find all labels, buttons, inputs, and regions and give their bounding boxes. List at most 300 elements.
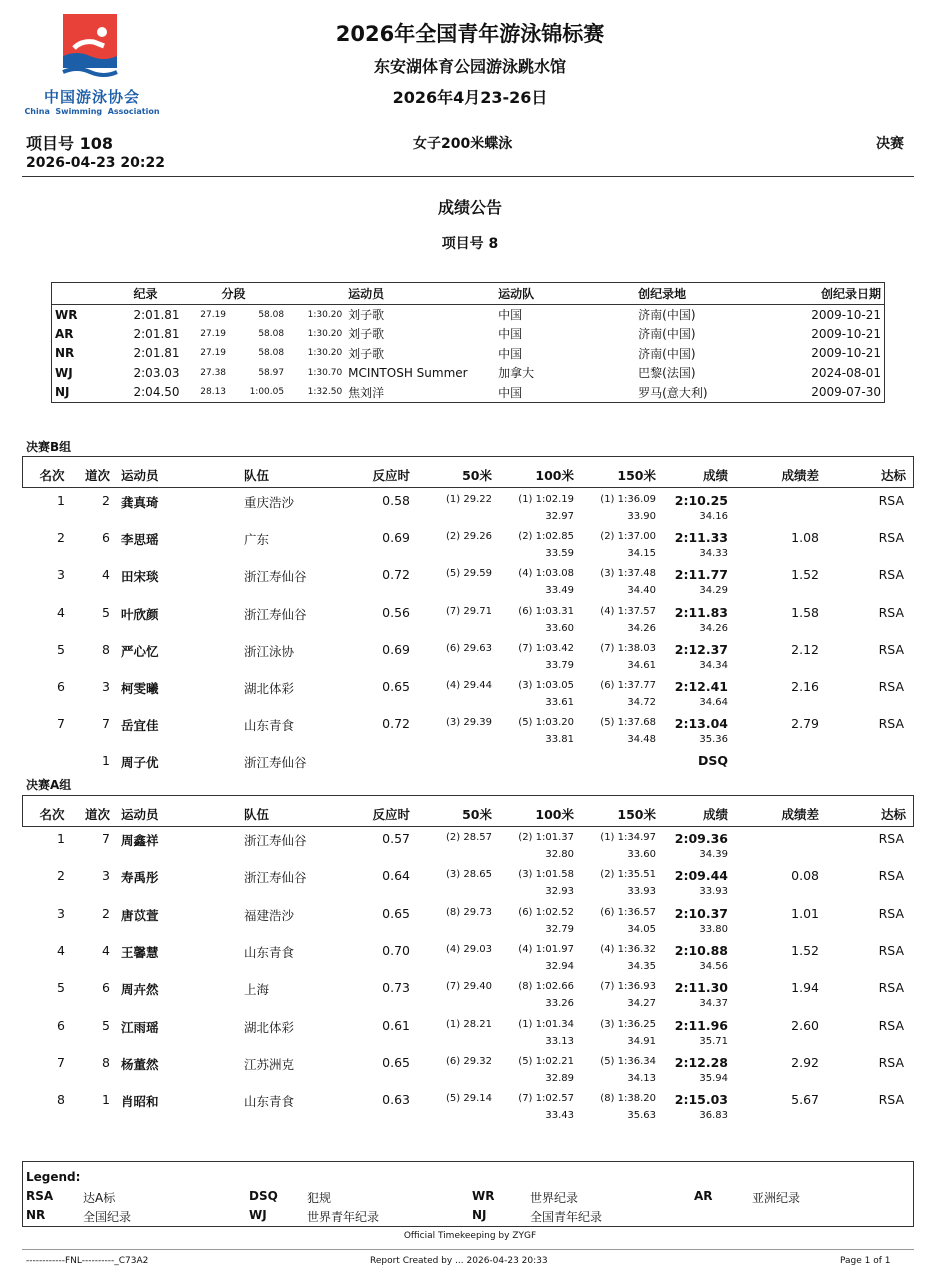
record-code: NR <box>55 346 75 361</box>
cell-s100b: 33.26 <box>545 998 574 1010</box>
cell-s150: (2) 1:37.00 <box>600 531 656 543</box>
cell-s100b: 33.60 <box>545 622 574 634</box>
cell-last: 33.93 <box>699 886 728 898</box>
footer-divider <box>22 1249 914 1250</box>
cell-s100b: 32.94 <box>545 960 574 972</box>
record-date: 2009-10-21 <box>811 307 881 322</box>
record-s2: 58.08 <box>258 348 285 359</box>
cell-rt: 0.56 <box>382 604 410 620</box>
rec-h-athlete: 运动员 <box>345 283 495 305</box>
cell-diff: 1.08 <box>791 530 819 546</box>
cell-s100b: 33.61 <box>545 697 574 708</box>
cell-diff: 2.60 <box>791 1017 819 1033</box>
cell-rank: 7 <box>57 716 65 732</box>
record-place: 罗马(意大利) <box>638 385 708 400</box>
cell-s150: (3) 1:36.25 <box>600 1018 656 1030</box>
cell-s100b: 33.81 <box>545 734 574 746</box>
cell-rank: 3 <box>57 905 65 921</box>
cell-s100: (5) 1:03.20 <box>518 717 574 729</box>
col-header: 运动员 <box>121 807 159 822</box>
cell-name: 杨董然 <box>121 1056 159 1072</box>
group-b-label: 决赛B组 <box>26 440 72 454</box>
cell-rank: 5 <box>57 980 65 996</box>
cell-rt: 0.64 <box>382 868 410 884</box>
cell-s100b: 32.89 <box>545 1072 574 1084</box>
record-athlete: MCINTOSH Summer <box>348 365 468 380</box>
cell-time: 2:09.44 <box>674 868 728 884</box>
cell-diff: 2.92 <box>791 1054 819 1070</box>
cell-s50: (3) 29.39 <box>446 717 492 729</box>
record-place: 济南(中国) <box>638 346 696 361</box>
cell-rt: 0.65 <box>382 905 410 921</box>
cell-name: 李思瑶 <box>121 532 159 548</box>
cell-diff: 1.01 <box>791 905 819 921</box>
cell-rank: 8 <box>57 1092 65 1108</box>
record-s1: 27.38 <box>200 367 227 378</box>
cell-team: 浙江寿仙谷 <box>244 755 307 771</box>
cell-team: 浙江寿仙谷 <box>244 833 307 848</box>
cell-s100: (4) 1:01.97 <box>518 943 574 955</box>
notice-event: 项目号 8 <box>441 236 499 252</box>
notice-title: 成绩公告 <box>437 198 502 217</box>
cell-rank: 7 <box>57 1054 65 1070</box>
cell-name: 唐苡萱 <box>121 907 159 923</box>
record-team: 中国 <box>498 385 523 400</box>
cell-s150b: 33.93 <box>627 886 656 898</box>
cell-lane: 4 <box>102 942 110 958</box>
cell-last: 35.36 <box>699 734 728 746</box>
cell-lane: 6 <box>102 980 110 996</box>
cell-rank: 4 <box>57 942 65 958</box>
rec-h-team: 运动队 <box>495 283 635 305</box>
col-header: 成绩差 <box>781 468 819 483</box>
col-header: 150米 <box>617 807 656 822</box>
col-header: 达标 <box>880 807 906 822</box>
cell-rank: 4 <box>57 604 65 620</box>
cell-name: 王馨慧 <box>121 944 159 960</box>
cell-s100b: 33.13 <box>545 1035 574 1047</box>
legend-desc-ar: 亚洲纪录 <box>752 1191 801 1205</box>
record-place: 巴黎(法国) <box>638 366 696 381</box>
cell-lane: 8 <box>102 641 110 657</box>
cell-name: 周卉然 <box>121 982 159 998</box>
cell-s150b: 34.26 <box>627 622 656 634</box>
record-code: AR <box>55 326 74 341</box>
cell-diff: 2.12 <box>791 641 819 657</box>
record-time: 2:03.03 <box>133 365 180 380</box>
col-header: 道次 <box>84 468 110 483</box>
dates: 2026年4月23-26日 <box>392 88 548 107</box>
cell-rt: 0.73 <box>382 980 410 996</box>
cell-s150b: 34.13 <box>627 1072 656 1084</box>
cell-rt: 0.58 <box>382 493 410 508</box>
cell-time: 2:11.30 <box>674 980 728 996</box>
cell-s150: (8) 1:38.20 <box>600 1093 656 1105</box>
cell-s100b: 33.49 <box>545 585 574 597</box>
record-date: 2009-10-21 <box>811 346 881 361</box>
cell-team: 浙江寿仙谷 <box>244 870 307 886</box>
cell-name: 龚真琦 <box>121 495 159 510</box>
legend-desc-nr: 全国纪录 <box>83 1210 132 1224</box>
cell-rank: 3 <box>57 567 65 583</box>
cell-name: 柯雯曦 <box>121 681 159 696</box>
cell-lane: 6 <box>102 530 110 546</box>
cell-s50: (2) 29.26 <box>446 531 492 543</box>
footer-code: ------------FNL----------_C73A2 <box>26 1256 149 1266</box>
legend-code-rsa: RSA <box>26 1189 54 1203</box>
cell-last: 34.29 <box>699 585 728 597</box>
cell-team: 湖北体彩 <box>244 1019 295 1035</box>
cell-diff: 2.79 <box>791 716 819 732</box>
event-number: 项目号 108 <box>26 134 113 153</box>
record-athlete: 刘子歌 <box>348 327 385 342</box>
cell-name: 叶欣颜 <box>121 606 159 622</box>
group-a-label: 决赛A组 <box>26 778 72 792</box>
cell-team: 山东青食 <box>244 1094 295 1110</box>
cell-team: 福建浩沙 <box>244 907 295 923</box>
cell-last: 35.94 <box>699 1072 728 1084</box>
event-name: 女子200米蝶泳 <box>413 136 513 152</box>
cell-lane: 7 <box>102 716 110 732</box>
record-s2: 58.08 <box>258 328 285 339</box>
cell-team: 湖北体彩 <box>244 681 295 696</box>
cell-time: 2:11.33 <box>674 530 728 546</box>
cell-s100b: 32.93 <box>545 886 574 898</box>
legend-desc-wr: 世界纪录 <box>530 1191 579 1205</box>
cell-time: 2:10.88 <box>674 942 728 958</box>
record-athlete: 刘子歌 <box>348 308 385 322</box>
record-team: 加拿大 <box>498 366 535 381</box>
col-header: 队伍 <box>244 468 270 483</box>
record-s2: 58.08 <box>258 309 285 320</box>
cell-last: 36.83 <box>699 1110 728 1122</box>
cell-s50: (3) 28.65 <box>446 869 492 881</box>
cell-s100b: 32.80 <box>545 849 574 860</box>
cell-time: 2:13.04 <box>674 716 728 732</box>
cell-s150b: 33.90 <box>627 511 656 522</box>
cell-s50: (4) 29.03 <box>446 943 492 955</box>
cell-s150: (5) 1:36.34 <box>600 1055 656 1067</box>
col-header: 成绩差 <box>781 807 819 822</box>
col-header: 运动员 <box>121 468 159 483</box>
cell-q: RSA <box>878 567 904 583</box>
cell-team: 上海 <box>244 982 270 998</box>
cell-s150b: 34.72 <box>627 697 656 708</box>
cell-rt: 0.72 <box>382 567 410 583</box>
record-date: 2009-07-30 <box>811 385 881 399</box>
cell-s100: (1) 1:02.19 <box>518 494 574 505</box>
record-row <box>52 305 885 325</box>
col-header: 100米 <box>535 468 574 483</box>
cell-last: 34.34 <box>699 659 728 671</box>
rec-h-place: 创纪录地 <box>635 283 775 305</box>
cell-s150: (1) 1:36.09 <box>600 494 656 505</box>
legend-desc-nj: 全国青年纪录 <box>530 1210 603 1224</box>
cell-s100b: 33.79 <box>545 659 574 671</box>
cell-rt: 0.69 <box>382 530 410 546</box>
cell-s100b: 32.97 <box>545 511 574 522</box>
cell-team: 浙江寿仙谷 <box>244 606 307 622</box>
cell-time: DSQ <box>697 753 728 769</box>
cell-s100: (2) 1:02.85 <box>518 531 574 543</box>
cell-s50: (6) 29.63 <box>446 642 492 654</box>
cell-time: 2:11.96 <box>674 1017 728 1033</box>
cell-name: 周鑫祥 <box>121 833 159 848</box>
cell-s50: (5) 29.59 <box>446 568 492 580</box>
cell-s150: (5) 1:37.68 <box>600 717 656 729</box>
cell-s150b: 34.40 <box>627 585 656 597</box>
cell-diff: 0.08 <box>791 868 819 884</box>
col-header: 成绩 <box>702 468 728 483</box>
record-date: 2009-10-21 <box>811 326 881 341</box>
legend-code-wj: WJ <box>249 1208 267 1222</box>
rec-h-splits: 分段 <box>184 283 346 305</box>
rec-h-date: 创纪录日期 <box>775 283 884 305</box>
record-row <box>52 344 885 364</box>
record-s3: 1:30.20 <box>307 309 343 320</box>
cell-rank: 2 <box>57 868 65 884</box>
record-s3: 1:30.20 <box>307 328 343 339</box>
record-row <box>52 383 885 403</box>
cell-s150: (2) 1:35.51 <box>600 869 656 881</box>
cell-rt: 0.61 <box>382 1017 410 1033</box>
legend-desc-rsa: 达A标 <box>83 1191 116 1205</box>
cell-time: 2:12.41 <box>674 679 728 694</box>
cell-diff: 1.52 <box>791 567 819 583</box>
record-s1: 27.19 <box>200 348 227 359</box>
record-code: NJ <box>55 385 70 399</box>
record-code: WJ <box>55 365 73 380</box>
footer-page: Page 1 of 1 <box>840 1256 891 1266</box>
cell-s50: (1) 29.22 <box>446 494 492 505</box>
cell-last: 34.64 <box>699 697 728 708</box>
cell-s50: (8) 29.73 <box>446 906 492 918</box>
cell-s100: (3) 1:03.05 <box>518 680 574 691</box>
cell-q: RSA <box>878 641 904 657</box>
record-code: WR <box>55 307 78 322</box>
col-header: 成绩 <box>702 807 728 822</box>
cell-s100: (2) 1:01.37 <box>518 832 574 843</box>
record-s3: 1:32.50 <box>307 387 343 397</box>
legend-box <box>22 1161 914 1227</box>
cell-lane: 5 <box>102 604 110 620</box>
cell-s150b: 34.27 <box>627 998 656 1010</box>
cell-s50: (2) 28.57 <box>446 832 492 843</box>
cell-rank: 1 <box>57 493 65 508</box>
cell-last: 34.16 <box>699 511 728 522</box>
record-team: 中国 <box>498 327 523 342</box>
record-time: 2:04.50 <box>133 385 180 399</box>
cell-name: 田宋琰 <box>121 569 159 585</box>
cell-q: RSA <box>878 1054 904 1070</box>
cell-team: 江苏洲克 <box>244 1056 295 1072</box>
cell-team: 重庆浩沙 <box>244 495 295 510</box>
record-date: 2024-08-01 <box>811 365 881 380</box>
cell-diff: 1.94 <box>791 980 819 996</box>
cell-s150: (1) 1:34.97 <box>600 832 656 843</box>
col-header: 道次 <box>84 807 110 822</box>
cell-s50: (7) 29.71 <box>446 605 492 617</box>
cell-time: 2:12.37 <box>674 641 728 657</box>
cell-lane: 1 <box>102 1092 110 1108</box>
col-header: 50米 <box>462 807 492 822</box>
cell-s150b: 33.60 <box>627 849 656 860</box>
round: 决赛 <box>876 136 904 152</box>
col-header: 达标 <box>880 468 906 483</box>
cell-lane: 7 <box>102 831 110 846</box>
cell-s150: (6) 1:36.57 <box>600 906 656 918</box>
cell-q: RSA <box>878 980 904 996</box>
footer-report: Report Created by ... 2026-04-23 20:33 <box>370 1256 548 1266</box>
col-header: 名次 <box>39 468 65 483</box>
record-s2: 58.97 <box>258 367 285 378</box>
col-header: 队伍 <box>244 807 270 822</box>
record-place: 济南(中国) <box>638 327 696 342</box>
record-time: 2:01.81 <box>133 307 180 322</box>
col-header: 反应时 <box>372 807 410 822</box>
cell-q: RSA <box>878 716 904 732</box>
cell-name: 寿禹彤 <box>121 870 159 886</box>
cell-name: 严心忆 <box>121 643 159 659</box>
cell-diff: 2.16 <box>791 679 819 694</box>
cell-s150b: 34.05 <box>627 923 656 935</box>
legend-code-wr: WR <box>472 1189 495 1203</box>
record-s1: 28.13 <box>200 387 227 397</box>
cell-s150: (4) 1:37.57 <box>600 605 656 617</box>
logo-en: China Swimming Association <box>24 107 160 116</box>
cell-s150b: 34.91 <box>627 1035 656 1047</box>
col-header: 100米 <box>535 807 574 822</box>
cell-time: 2:11.83 <box>674 604 728 620</box>
cell-time: 2:11.77 <box>674 567 728 583</box>
cell-rt: 0.65 <box>382 679 410 694</box>
col-header: 反应时 <box>372 468 410 483</box>
cell-name: 岳宜佳 <box>121 718 159 734</box>
cell-lane: 1 <box>102 753 110 769</box>
cell-time: 2:10.37 <box>674 905 728 921</box>
cell-s100: (5) 1:02.21 <box>518 1055 574 1067</box>
cell-s100: (3) 1:01.58 <box>518 869 574 881</box>
logo-cn: 中国游泳协会 <box>43 88 140 106</box>
cell-last: 34.37 <box>699 998 728 1010</box>
cell-rt: 0.65 <box>382 1054 410 1070</box>
cell-last: 34.39 <box>699 849 728 860</box>
cell-q: RSA <box>878 1017 904 1033</box>
cell-s100: (8) 1:02.66 <box>518 981 574 993</box>
cell-s150b: 34.35 <box>627 960 656 972</box>
cell-q: RSA <box>878 942 904 958</box>
legend-desc-dsq: 犯规 <box>307 1191 332 1205</box>
cell-diff: 1.52 <box>791 942 819 958</box>
cell-lane: 4 <box>102 567 110 583</box>
cell-s150b: 34.48 <box>627 734 656 746</box>
cell-lane: 2 <box>102 905 110 921</box>
cell-q: RSA <box>878 493 904 508</box>
cell-q: RSA <box>878 868 904 884</box>
cell-rt: 0.69 <box>382 641 410 657</box>
record-s2: 1:00.05 <box>249 387 285 397</box>
cell-s50: (7) 29.40 <box>446 981 492 993</box>
cell-q: RSA <box>878 679 904 694</box>
cell-s50: (6) 29.32 <box>446 1055 492 1067</box>
legend-code-ar: AR <box>694 1189 713 1203</box>
cell-name: 周子优 <box>121 755 159 771</box>
cell-s150b: 34.61 <box>627 659 656 671</box>
legend-code-dsq: DSQ <box>249 1189 278 1203</box>
cell-time: 2:10.25 <box>674 493 728 508</box>
cell-team: 浙江寿仙谷 <box>244 569 307 585</box>
cell-s100: (7) 1:03.42 <box>518 642 574 654</box>
cell-diff: 5.67 <box>791 1092 819 1108</box>
competition-title: 2026年全国青年游泳锦标赛 <box>335 22 605 46</box>
cell-q: RSA <box>878 1092 904 1108</box>
cell-team: 广东 <box>244 532 270 548</box>
legend-title: Legend: <box>26 1170 81 1184</box>
cell-q: RSA <box>878 831 904 846</box>
cell-name: 江雨瑶 <box>121 1019 159 1035</box>
cell-time: 2:15.03 <box>674 1092 728 1108</box>
records-header <box>52 283 885 305</box>
cell-rt: 0.72 <box>382 716 410 732</box>
cell-last: 34.33 <box>699 548 728 560</box>
cell-s100: (6) 1:02.52 <box>518 906 574 918</box>
cell-s100: (6) 1:03.31 <box>518 605 574 617</box>
timekeeping: Official Timekeeping by ZYGF <box>403 1231 537 1241</box>
cell-time: 2:12.28 <box>674 1054 728 1070</box>
cell-s100: (1) 1:01.34 <box>518 1018 574 1030</box>
rec-h-record: 纪录 <box>114 283 184 305</box>
cell-s150b: 35.63 <box>627 1110 656 1122</box>
cell-team: 山东青食 <box>244 718 295 734</box>
record-team: 中国 <box>498 308 523 322</box>
event-datetime: 2026-04-23 20:22 <box>26 155 165 171</box>
cell-s150b: 34.15 <box>627 548 656 560</box>
record-time: 2:01.81 <box>133 326 180 341</box>
cell-s100: (4) 1:03.08 <box>518 568 574 580</box>
cell-rank: 6 <box>57 679 65 694</box>
header-divider <box>22 176 914 177</box>
venue: 东安湖体育公园游泳跳水馆 <box>373 57 566 76</box>
record-s1: 27.19 <box>200 309 227 320</box>
record-s3: 1:30.70 <box>307 367 343 378</box>
cell-s150: (7) 1:36.93 <box>600 981 656 993</box>
col-header: 50米 <box>462 468 492 483</box>
cell-rank: 2 <box>57 530 65 546</box>
cell-s150: (7) 1:38.03 <box>600 642 656 654</box>
cell-time: 2:09.36 <box>674 831 728 846</box>
cell-q: RSA <box>878 604 904 620</box>
record-row <box>52 363 885 383</box>
record-athlete: 焦刘洋 <box>348 385 385 400</box>
cell-rt: 0.57 <box>382 831 410 846</box>
cell-lane: 3 <box>102 679 110 694</box>
record-athlete: 刘子歌 <box>348 346 385 361</box>
cell-s100b: 32.79 <box>545 923 574 935</box>
cell-diff: 1.58 <box>791 604 819 620</box>
cell-rt: 0.70 <box>382 942 410 958</box>
col-header: 名次 <box>39 807 65 822</box>
cell-s100b: 33.59 <box>545 548 574 560</box>
cell-s150: (6) 1:37.77 <box>600 680 656 691</box>
cell-name: 肖昭和 <box>121 1094 159 1110</box>
cell-last: 34.26 <box>699 622 728 634</box>
cell-lane: 3 <box>102 868 110 884</box>
cell-rank: 5 <box>57 641 65 657</box>
cell-team: 浙江泳协 <box>244 643 295 659</box>
legend-desc-wj: 世界青年纪录 <box>307 1210 380 1224</box>
cell-s50: (4) 29.44 <box>446 680 492 691</box>
record-row <box>52 324 885 344</box>
